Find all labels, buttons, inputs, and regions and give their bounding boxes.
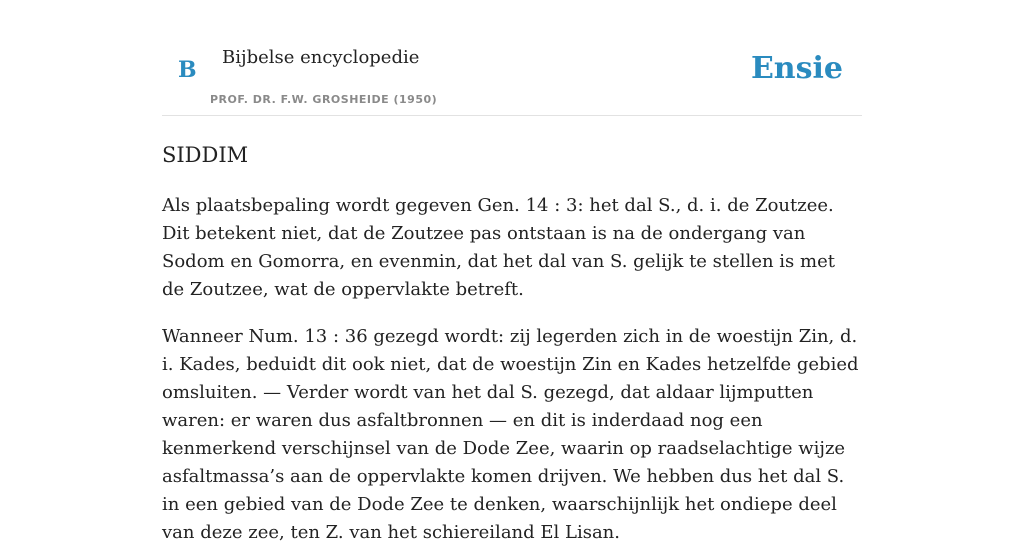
article-paragraph: Als plaatsbepaling wordt gegeven Gen. 14 : 3: het dal S., d. i. de Zoutzee. Dit betekent niet, dat de Zoutzee pas ontstaan is na de ondergang van Sodom en Gomorra, en evenmin, dat het dal van S. gelijk te stellen is met de Zoutzee, wat de oppervlakte betreft.	[162, 195, 835, 300]
article-title: SIDDIM	[162, 143, 249, 167]
article-paragraph: Wanneer Num. 13 : 36 gezegd wordt: zij legerden zich in de woestijn Zin, d. i. Kades, beduidt dit ook niet, dat de woestijn Zin en Kades hetzelfde gebied omsluiten. — Verder wordt van het dal S. gezegd, dat aldaar lijmputten waren: er waren dus asfaltbronnen — en dit is inderdaad nog een kenmerkend verschijnsel van de Dode Zee, waarin op raadselachtige wijze asfaltmassa’s aan de oppervlakte komen drijven. We hebben dus het dal S. in een gebied van de Dode Zee te denken, waarschijnlijk het ondiepe deel van deze zee, ten Z. van het schiereiland El Lisan.	[162, 326, 859, 543]
site-header	[162, 30, 862, 116]
book-title[interactable]: Bijbelse encyclopedie	[222, 47, 420, 68]
book-logo[interactable]: B	[178, 57, 197, 83]
brand-logo[interactable]: Ensie	[750, 51, 843, 86]
article	[162, 140, 862, 547]
book-author: PROF. DR. F.W. GROSHEIDE (1950)	[210, 93, 438, 106]
